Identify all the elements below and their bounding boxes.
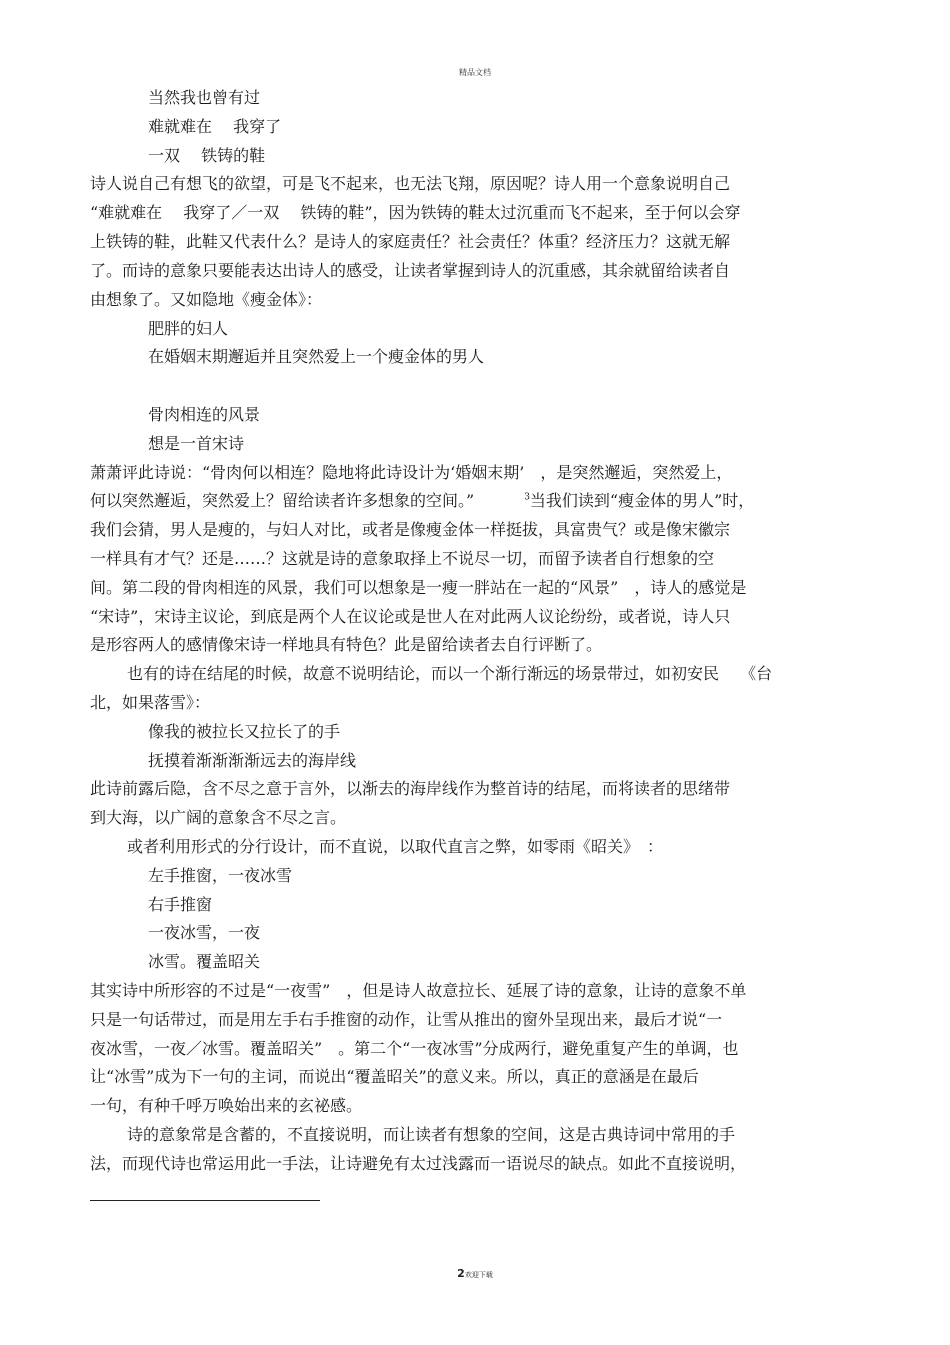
body-line: 一样具有才气？还是……？这就是诗的意象取择上不说尽一切，而留予读者自行想象的空 <box>90 549 715 568</box>
page-footer <box>0 1262 950 1281</box>
body-line: 诗人说自己有想飞的欲望，可是飞不起来，也无法飞翔，原因呢？诗人用一个意象说明自己 <box>90 174 731 193</box>
body-line: 是形容两人的感情像宋诗一样地具有特色？此是留给读者去自行评断了。 <box>90 635 603 654</box>
footer-text: 欢迎下载 <box>464 1271 493 1279</box>
footnote-mark: 3 <box>524 492 530 503</box>
body-line: 间。第二段的骨肉相连的风景，我们可以想象是一瘦一胖站在一起的“风景” ，诗人的感觉是 <box>90 578 747 597</box>
poem-line: 骨肉相连的风景 <box>148 405 261 424</box>
page-header: 精品文档 <box>459 68 491 77</box>
poem-line: 想是一首宋诗 <box>148 434 245 453</box>
body-text: 何以突然邂逅，突然爱上？留给读者许多想象的空间。” <box>90 491 475 510</box>
page-number: 2 <box>457 1267 465 1280</box>
body-line: “难就难在 我穿了／一双 铁铸的鞋”，因为铁铸的鞋太过沉重而飞不起来，至于何以会穿 <box>90 203 741 222</box>
body-line: 其实诗中所形容的不过是“一夜雪” ，但是诗人故意拉长、延展了诗的意象，让诗的意象不单 <box>90 981 747 1000</box>
body-line: 法，而现代诗也常运用此一手法，让诗避免有太过浅露而一语说尽的缺点。如此不直接说明， <box>90 1154 747 1173</box>
body-line: 或者利用形式的分行设计，而不直说，以取代直言之弊，如零雨《昭关》 ： <box>127 837 664 856</box>
body-line: 一句，有种千呼万唤始出来的玄祕感。 <box>90 1096 363 1115</box>
body-line: 只是一句话带过，而是用左手右手推窗的动作，让雪从推出的窗外呈现出来，最后才说“一 <box>90 1010 723 1029</box>
body-line: 也有的诗在结尾的时候，故意不说明结论，而以一个渐行渐远的场景带过，如初安民 《台 <box>127 664 773 683</box>
poem-line: 冰雪。覆盖昭关 <box>148 952 261 971</box>
poem-line: 肥胖的妇人 <box>148 319 229 338</box>
body-line: 上铁铸的鞋，此鞋又代表什么？是诗人的家庭责任？社会责任？体重？经济压力？这就无解 <box>90 232 731 251</box>
poem-line: 抚摸着渐渐渐渐远去的海岸线 <box>148 751 357 770</box>
body-line: 诗的意象常是含蓄的，不直接说明，而让读者有想象的空间，这是古典诗词中常用的手 <box>127 1125 736 1144</box>
body-line: 到大海，以广阔的意象含不尽之言。 <box>90 808 347 827</box>
body-text: 当我们读到“瘦金体的男人”时， <box>529 491 755 510</box>
body-line: 让“冰雪”成为下一句的主词，而说出“覆盖昭关”的意义来。所以，真正的意涵是在最后 <box>90 1067 699 1086</box>
poem-line: 右手推窗 <box>148 895 213 914</box>
body-line <box>90 490 754 512</box>
footnote-divider <box>90 1200 320 1201</box>
body-line: 此诗前露后隐，含不尽之意于言外，以渐去的海岸线作为整首诗的结尾，而将读者的思绪带 <box>90 779 731 798</box>
body-line: 我们会猜，男人是瘦的，与妇人对比，或者是像瘦金体一样挺拔，具富贵气？或是像宋徽宗 <box>90 520 731 539</box>
poem-line: 一夜冰雪，一夜 <box>148 923 261 942</box>
body-line: 夜冰雪，一夜／冰雪。覆盖昭关” 。第二个“一夜冰雪”分成两行，避免重复产生的单调，也 <box>90 1039 739 1058</box>
poem-line: 当然我也曾有过 <box>148 88 261 107</box>
body-line: 由想象了。又如隐地《瘦金体》： <box>90 290 323 309</box>
poem-line: 左手推窗，一夜冰雪 <box>148 866 293 885</box>
body-line: 了。而诗的意象只要能表达出诗人的感受，让读者掌握到诗人的沉重感，其余就留给读者自 <box>90 261 731 280</box>
body-line: 北，如果落雪》： <box>90 693 211 712</box>
poem-line: 难就难在 我穿了 <box>148 117 282 136</box>
poem-line: 像我的被拉长又拉长了的手 <box>148 722 341 741</box>
body-line: 萧萧评此诗说：“骨肉何以相连？隐地将此诗设计为‘婚姻末期’ ，是突然邂逅，突然爱上， <box>90 463 733 482</box>
body-line: “宋诗”，宋诗主议论，到底是两个人在议论或是世人在对此两人议论纷纷，或者说，诗人只 <box>90 607 731 626</box>
poem-line: 在婚姻末期邂逅并且突然爱上一个瘦金体的男人 <box>148 347 485 366</box>
poem-line: 一双 铁铸的鞋 <box>148 146 266 165</box>
